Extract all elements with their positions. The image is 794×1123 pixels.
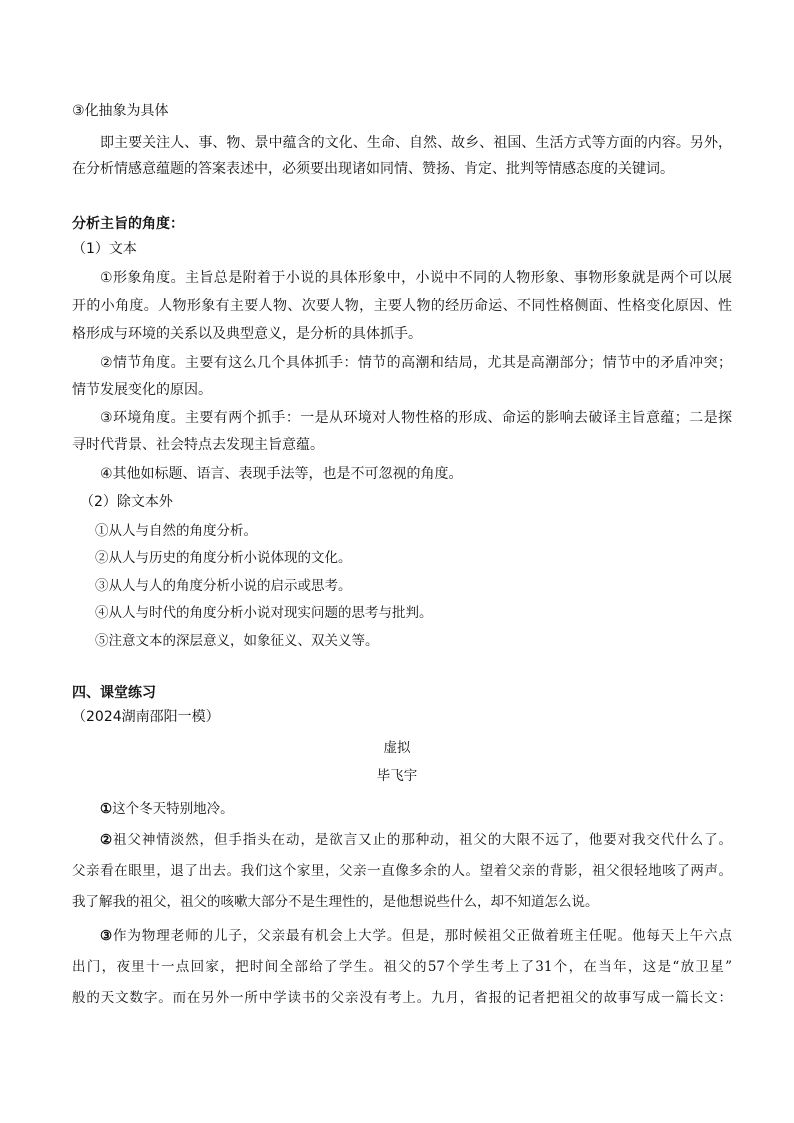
subheading-extra: （2）除文本外 [80,494,173,510]
paragraph-text: 祖父神情淡然，但手指头在动，是欲言又止的那种动，祖父的大限不远了，他要对我交代什么了。 [113,832,733,848]
paragraph-line: 般的天文数字。而在另外一所中学读书的父亲没有考上。九月，省报的记者把祖父的故事写成一篇长文： [72,990,732,1006]
story-title: 虚拟 [383,740,411,756]
paragraph-number: ① [100,801,113,817]
story-paragraph-2 [100,831,732,849]
story-author: 毕飞宇 [376,768,418,784]
list-item: ③从人与人的角度分析小说的启示或思考。 [95,578,352,594]
paragraph-text: 这个冬天特别地冷。 [112,801,234,817]
paragraph-text: 作为物理老师的儿子，父亲最有机会上大学。但是，那时候祖父正做着班主任呢。他每天上午六点 [113,928,733,944]
paragraph-line: 我了解我的祖父，祖父的咳嗽大部分不是生理性的，是他想说些什么，却不知道怎么说。 [72,894,599,910]
subheading-text: （1）文本 [72,241,137,257]
paragraph-line: ②情节角度。主要有这么几个具体抓手：情节的高潮和结局，尤其是高潮部分；情节中的矛盾冲突； [100,355,732,371]
paragraph-line: ①形象角度。主旨总是附着于小说的具体形象中，小说中不同的人物形象、事物形象就是两个可以展 [100,270,732,286]
section-heading-theme: 分析主旨的角度： [72,216,184,232]
story-paragraph-1 [100,800,732,818]
list-item: ④从人与时代的角度分析小说对现实问题的思考与批判。 [95,605,433,621]
story-paragraph-3 [100,927,732,945]
paragraph-line: 寻时代背景、社会特点去发现主旨意蕴。 [72,437,324,453]
paragraph-line: ③环境角度。主要有两个抓手：一是从环境对人物性格的形成、命运的影响去破译主旨意蕴；二是探 [100,410,732,426]
paragraph-line: 在分析情感意蕴题的答案表述中，必须要出现诸如同情、赞扬、肯定、批判等情感态度的关键词。 [72,161,674,177]
paragraph-line: 出门，夜里十一点回家，把时间全部给了学生。祖父的57个学生考上了31个，在当年，这是“放卫星” [72,959,732,975]
list-item: ①从人与自然的角度分析。 [95,523,257,539]
list-item: ②从人与历史的角度分析小说体现的文化。 [95,550,352,566]
paragraph-number: ② [100,832,114,848]
list-item: ⑤注意文本的深层意义，如象征义、双关义等。 [95,633,379,649]
paragraph-line: 情节发展变化的原因。 [72,382,212,398]
source-note: （2024湖南邵阳一模） [72,709,220,725]
paragraph-line: 父亲看在眼里，退了出去。我们这个家里，父亲一直像多余的人。望着父亲的背影，祖父很轻地咳了两声。 [72,863,732,879]
paragraph-line: 格形成与环境的关系以及典型意义，是分析的具体抓手。 [72,326,422,342]
paragraph-number: ③ [100,928,114,944]
paragraph-line: 即主要关注人、事、物、景中蕴含的文化、生命、自然、故乡、祖国、生活方式等方面的内容。另外， [100,135,732,151]
paragraph-line: ④其他如标题、语言、表现手法等，也是不可忽视的角度。 [100,466,463,482]
paragraph-line: 开的小角度。人物形象有主要人物、次要人物，主要人物的经历命运、不同性格侧面、性格变化原因、性 [72,298,732,314]
section-heading-practice: 四、课堂练习 [72,685,156,701]
section-heading-abstract: ③化抽象为具体 [72,103,169,119]
